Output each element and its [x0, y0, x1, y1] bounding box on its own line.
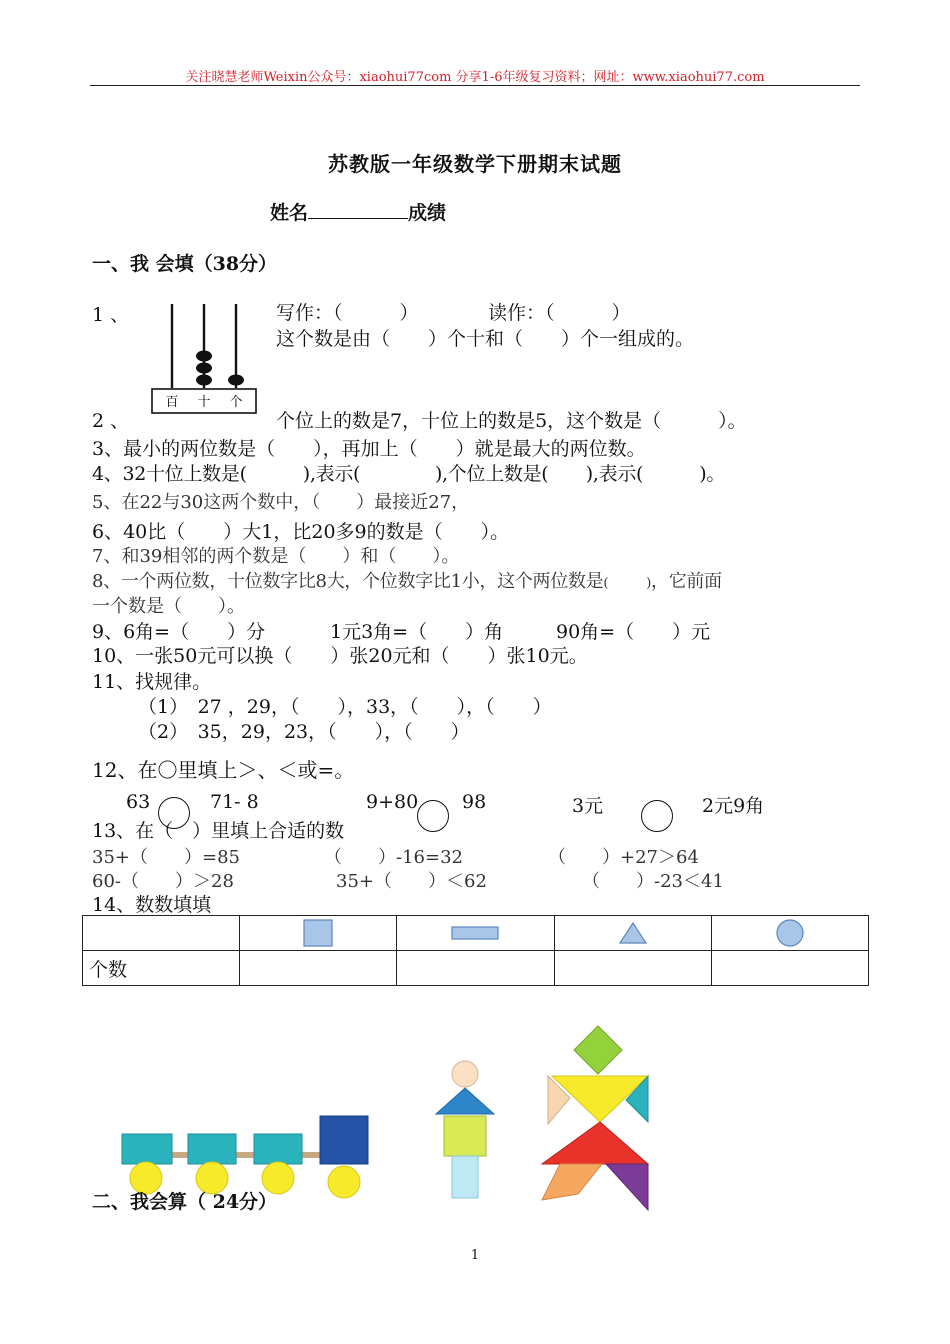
q8-line2: 一个数是（ ）。 — [92, 596, 245, 617]
q5-text: 5、在22与30这两个数中，（ ）最接近27， — [92, 492, 470, 513]
tangram-leg-right — [606, 1164, 648, 1210]
train-link — [300, 1152, 322, 1158]
q2-text: 个位上的数是7，十位上的数是5，这个数是（ ）。 — [276, 410, 747, 432]
table-header-circle — [711, 916, 868, 951]
section2-heading: 二、我会算（ 24分） — [92, 1191, 278, 1213]
q13-row2-b: 35+（ ）＜62 — [336, 871, 487, 892]
q13-row1-b: （ ）-16=32 — [324, 847, 463, 868]
q9-part-b: 1元3角=（ ）角 — [330, 621, 504, 643]
q12-item2-circle[interactable] — [417, 800, 449, 832]
shape-count-table — [82, 915, 869, 986]
q9-part-c: 90角=（ ）元 — [556, 621, 711, 643]
tangram-leg-left — [542, 1164, 602, 1200]
q12-item3-right: 2元9角 — [702, 795, 765, 817]
q8-part-a: 8、一个两位数，十位数字比8大，个位数字比1小，这个两位数是 — [92, 571, 604, 592]
table-header-empty — [83, 916, 240, 951]
tangram-head — [574, 1026, 622, 1074]
q9-part-a: 9、6角=（ ）分 — [92, 621, 266, 643]
abacus-label-hundreds: 百 — [165, 395, 179, 410]
train-car — [122, 1134, 172, 1164]
name-blank[interactable] — [308, 200, 408, 219]
q13-row1-c: （ ）+27＞64 — [548, 847, 699, 868]
count-square-cell[interactable] — [240, 951, 397, 986]
q12-item3-left: 3元 — [572, 795, 604, 817]
q12-item1-right: 71- 8 — [210, 791, 259, 813]
q1-read: 读作：（ ） — [488, 302, 631, 324]
page-header: 关注晓慧老师Weixin公众号：xiaohui77com 分享1-6年级复习资料；网址：www.xiaohui77.com — [185, 70, 765, 85]
table-header-square — [240, 916, 397, 951]
table-row — [83, 951, 869, 986]
figure-triangle — [436, 1088, 494, 1114]
train-engine — [320, 1116, 368, 1164]
square-icon — [302, 918, 334, 948]
count-triangle-cell[interactable] — [554, 951, 711, 986]
page-title: 苏教版一年级数学下册期末试题 — [328, 152, 622, 176]
q8-part-c: ，它前面 — [651, 571, 722, 592]
rectangle-icon — [450, 925, 500, 941]
block-person-figure — [432, 1058, 498, 1202]
q12-item2-right: 98 — [462, 791, 487, 813]
count-circle-cell[interactable] — [711, 951, 868, 986]
q1-number: 1 、 — [92, 304, 130, 326]
name-label: 姓名 — [270, 202, 309, 224]
abacus-label-tens: 十 — [197, 395, 211, 410]
circle-icon — [774, 918, 806, 948]
name-score-line — [270, 198, 446, 225]
q7-text: 7、和39相邻的两个数是（ ）和（ ）。 — [92, 546, 460, 567]
q3-text: 3、最小的两位数是（ ），再加上（ ）就是最大的两位数。 — [92, 438, 646, 460]
q1-write: 写作：（ ） — [276, 302, 419, 324]
q13-title: 13、在（ ）里填上合适的数 — [92, 820, 345, 842]
table-header-rectangle — [397, 916, 554, 951]
score-label: 成绩 — [408, 202, 447, 224]
q13-row2-a: 60-（ ）＞28 — [92, 871, 234, 892]
section1-heading: 一、我 会填（38分） — [92, 253, 278, 275]
q14-title: 14、数数填填 — [92, 894, 212, 916]
train-wheel — [328, 1166, 360, 1198]
figure-body — [444, 1116, 486, 1156]
q13-row1-a: 35+（ ）=85 — [92, 847, 240, 868]
count-rectangle-cell[interactable] — [397, 951, 554, 986]
triangle-icon — [618, 921, 648, 945]
abacus-label-ones: 个 — [229, 395, 243, 410]
page-number: 1 — [470, 1248, 480, 1263]
table-header-triangle — [554, 916, 711, 951]
q2-number: 2 、 — [92, 410, 130, 432]
figure-head — [452, 1061, 478, 1087]
q8-part-b: ( ) — [603, 576, 652, 591]
q12-item2-left: 9+80 — [366, 791, 419, 813]
q4-text: 4、32十位上数是( ),表示( ),个位上数是( ),表示( )。 — [92, 463, 726, 485]
q13-row2-c: （ ）-23＜41 — [582, 871, 724, 892]
q11-line2: （2） 35，29，23，（ ），（ ） — [138, 721, 470, 743]
q12-item3-circle[interactable] — [641, 800, 673, 832]
q12-item1-left: 63 — [126, 791, 151, 813]
train-link — [234, 1152, 256, 1158]
q8-line1 — [92, 567, 722, 593]
table-row-label: 个数 — [83, 951, 240, 986]
tangram-hips — [542, 1122, 648, 1164]
q11-title: 11、找规律。 — [92, 671, 212, 693]
table-row — [83, 916, 869, 951]
header-divider — [90, 85, 860, 86]
abacus-figure — [150, 300, 260, 416]
q12-title: 12、在〇里填上＞、＜或=。 — [92, 758, 355, 782]
train-car — [254, 1134, 302, 1164]
train-car — [188, 1134, 236, 1164]
q10-text: 10、一张50元可以换（ ）张20元和（ ）张10元。 — [92, 645, 588, 667]
figure-legs — [452, 1156, 478, 1198]
q1-composition: 这个数是由（ ）个十和（ ）个一组成的。 — [276, 328, 695, 350]
tangram-figure — [540, 1024, 652, 1214]
q11-line1: （1） 27 ，29，（ ），33，（ ），（ ） — [138, 696, 552, 718]
q6-text: 6、40比（ ）大1，比20多9的数是（ ）。 — [92, 521, 510, 543]
